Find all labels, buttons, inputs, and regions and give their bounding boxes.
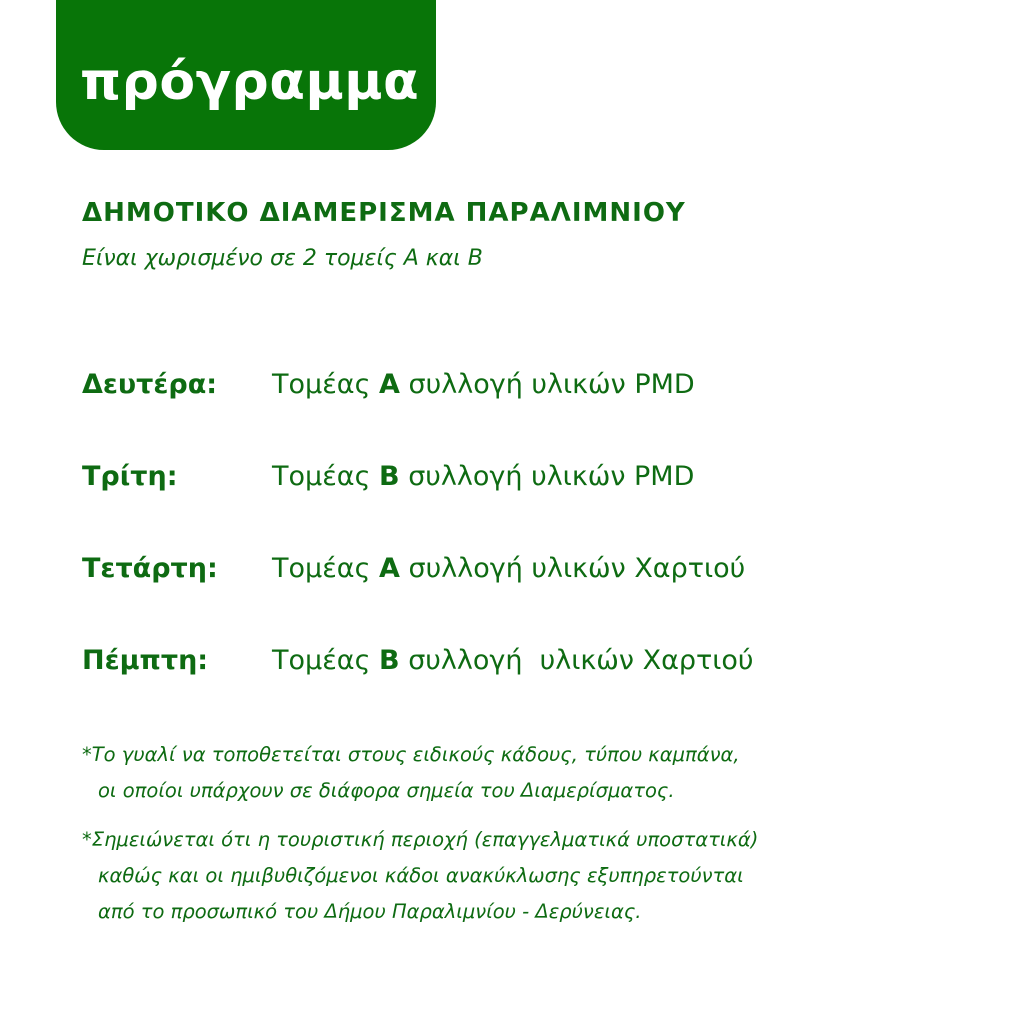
footnote-glass [82, 737, 982, 809]
footnote-line: *Σημειώνεται ότι η τουριστική περιοχή (επαγγελματικά υποστατικά) [82, 828, 759, 851]
collection-description [272, 642, 754, 680]
footnote-line: οι οποίοι υπάρχουν σε διάφορα σημεία του Διαμερίσματος. [98, 779, 675, 802]
day-label: Τετάρτη: [82, 553, 218, 584]
page-title: πρόγραμμα [80, 52, 420, 112]
footnotes [82, 737, 982, 930]
collection-description [272, 550, 745, 588]
schedule-row-monday [82, 366, 982, 458]
schedule-row-wednesday [82, 550, 982, 642]
sector-prefix: Τομέας [272, 645, 380, 676]
sector-letter: Β [379, 461, 400, 492]
footnote-line: καθώς και οι ημιβυθιζόμενοι κάδοι ανακύκλωσης εξυπηρετούνται [98, 864, 744, 887]
collection-material: συλλογή υλικών PMD [399, 461, 695, 492]
schedule-list [82, 366, 982, 734]
schedule-row-thursday [82, 642, 982, 734]
header-tab [56, 0, 436, 150]
collection-description [272, 366, 695, 404]
collection-description [272, 458, 694, 496]
footnote-line: από το προσωπικό του Δήμου Παραλιμνίου - Δερύνειας. [98, 900, 642, 923]
sector-letter: Α [379, 369, 400, 400]
collection-material: συλλογή υλικών Χαρτιού [399, 645, 754, 676]
footnote-tourist-area [82, 822, 982, 930]
sector-prefix: Τομέας [272, 461, 380, 492]
day-label: Πέμπτη: [82, 645, 209, 676]
sector-prefix: Τομέας [272, 553, 380, 584]
schedule-row-tuesday [82, 458, 982, 550]
collection-material: συλλογή υλικών PMD [399, 369, 695, 400]
day-label: Δευτέρα: [82, 369, 218, 400]
sector-prefix: Τομέας [272, 369, 380, 400]
footnote-line: *Το γυαλί να τοποθετείται στους ειδικούς κάδους, τύπου καμπάνα, [82, 743, 740, 766]
day-label: Τρίτη: [82, 461, 178, 492]
sector-letter: Α [379, 553, 400, 584]
district-subtitle: Είναι χωρισμένο σε 2 τομείς Α και Β [82, 246, 483, 271]
sector-letter: Β [379, 645, 400, 676]
collection-material: συλλογή υλικών Χαρτιού [399, 553, 746, 584]
district-title: ΔΗΜΟΤΙΚΟ ΔΙΑΜΕΡΙΣΜΑ ΠΑΡΑΛΙΜΝΙΟΥ [82, 198, 686, 228]
